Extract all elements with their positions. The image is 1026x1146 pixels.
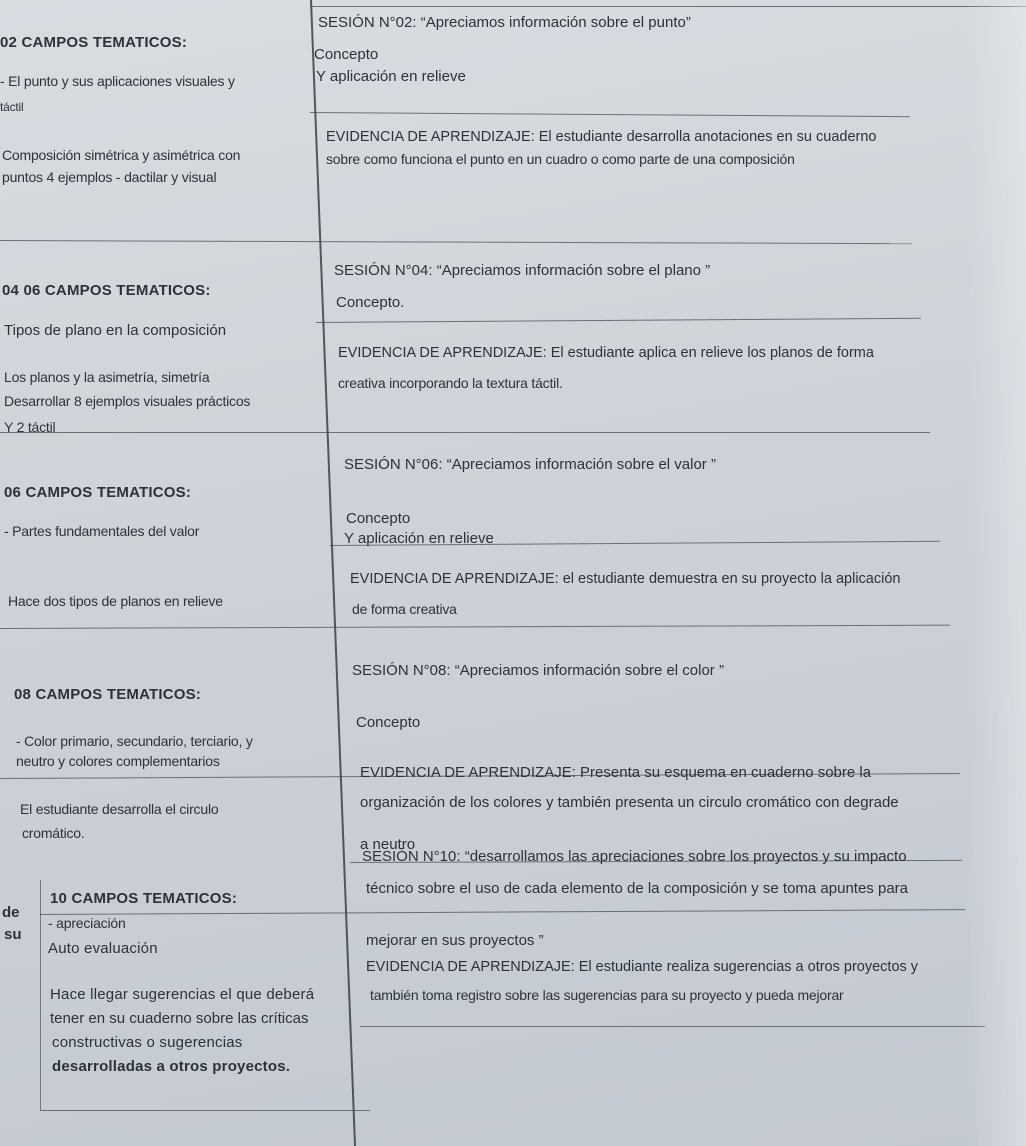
block-06-line: - Partes fundamentales del valor <box>4 523 200 539</box>
session-06-title: SESIÓN N°06: “Apreciamos información sobre el valor ” <box>344 456 716 473</box>
block-08-line: - Color primario, secundario, terciario, y <box>16 733 253 749</box>
session-04-evidence: EVIDENCIA DE APRENDIZAJE: El estudiante aplica en relieve los planos de forma <box>338 345 874 361</box>
block-10-line: tener en su cuaderno sobre las críticas <box>50 1010 309 1027</box>
block-04-heading: 04 06 CAMPOS TEMATICOS: <box>2 282 211 299</box>
block-04-line: Y 2 táctil <box>4 419 56 435</box>
session-06-line: Concepto <box>346 510 411 527</box>
block-08-line: neutro y colores complementarios <box>16 753 220 769</box>
row-separator <box>360 1026 985 1027</box>
row-separator <box>0 625 950 629</box>
session-10-evidence: EVIDENCIA DE APRENDIZAJE: El estudiante realiza sugerencias a otros proyectos y <box>366 959 919 975</box>
block-08-line: El estudiante desarrolla el circulo <box>20 801 219 817</box>
block-06-line: Hace dos tipos de planos en relieve <box>8 593 223 609</box>
block-10-line: - apreciación <box>48 915 126 931</box>
session-10-evidence: también toma registro sobre las sugerencias para su proyecto y pueda mejorar <box>370 987 844 1003</box>
page-edge-shadow <box>966 0 1026 1146</box>
session-10-title: técnico sobre el uso de cada elemento de la composición y se toma apuntes para <box>366 880 908 897</box>
block-06-heading: 06 CAMPOS TEMATICOS: <box>4 484 192 501</box>
block-02-heading: 02 CAMPOS TEMATICOS: <box>0 34 188 51</box>
session-08-line: Concepto <box>356 714 421 731</box>
session-04-line: Concepto. <box>336 294 405 311</box>
block-10-line: Auto evaluación <box>48 940 158 957</box>
row-separator <box>316 318 921 323</box>
block-10-line: Hace llegar sugerencias el que deberá <box>50 986 315 1003</box>
block-04-line: Tipos de plano en la composición <box>4 322 227 339</box>
block-08-heading: 08 CAMPOS TEMATICOS: <box>14 686 202 703</box>
block-10-heading: 10 CAMPOS TEMATICOS: <box>50 890 238 907</box>
session-02-line: Y aplicación en relieve <box>316 68 466 85</box>
block-10-line: constructivas o sugerencias <box>52 1034 243 1051</box>
session-02-title: SESIÓN N°02: “Apreciamos información sobre el punto” <box>318 14 691 31</box>
row-separator <box>310 6 1026 7</box>
margin-note: su <box>4 926 22 943</box>
session-02-line: Concepto <box>314 46 379 63</box>
session-06-evidence: EVIDENCIA DE APRENDIZAJE: el estudiante demuestra en su proyecto la aplicación <box>350 571 901 587</box>
block-10-line: desarrolladas a otros proyectos. <box>52 1058 291 1075</box>
session-06-line: Y aplicación en relieve <box>344 530 494 547</box>
session-10-title: mejorar en sus proyectos ” <box>366 932 544 949</box>
block-08-line: cromático. <box>22 825 85 841</box>
session-04-evidence: creativa incorporando la textura táctil. <box>338 375 563 391</box>
row-separator <box>40 1110 370 1111</box>
session-08-title: SESIÓN N°08: “Apreciamos información sobre el color ” <box>352 662 724 679</box>
session-04-title: SESIÓN N°04: “Apreciamos información sobre el plano ” <box>334 262 711 279</box>
block-02-line: táctil <box>0 100 24 114</box>
block-02-line: - El punto y sus aplicaciones visuales y <box>0 73 235 89</box>
row-separator <box>0 432 930 433</box>
row-separator <box>40 909 965 915</box>
session-08-evidence: organización de los colores y también presenta un circulo cromático con degrade <box>360 794 899 811</box>
block-04-line: Desarrollar 8 ejemplos visuales prácticos <box>4 393 251 409</box>
session-08-evidence: a neutro <box>360 836 416 853</box>
session-10-title: SESIÓN N°10: “desarrollamos las apreciaciones sobre los proyectos y su impacto <box>362 848 907 865</box>
session-02-evidence: EVIDENCIA DE APRENDIZAJE: El estudiante desarrolla anotaciones en su cuaderno <box>326 129 877 145</box>
session-06-evidence: de forma creativa <box>352 601 457 617</box>
block-04-line: Los planos y la asimetría, simetría <box>4 369 210 385</box>
session-02-evidence: sobre como funciona el punto en un cuadro o como parte de una composición <box>326 151 795 167</box>
block-02-line: puntos 4 ejemplos - dactilar y visual <box>2 169 217 185</box>
row-separator <box>310 112 910 117</box>
row-separator <box>0 240 912 244</box>
session-08-evidence: EVIDENCIA DE APRENDIZAJE: Presenta su esquema en cuaderno sobre la <box>360 764 872 781</box>
block-02-line: Composición simétrica y asimétrica con <box>2 147 241 163</box>
margin-note: de <box>2 904 20 921</box>
